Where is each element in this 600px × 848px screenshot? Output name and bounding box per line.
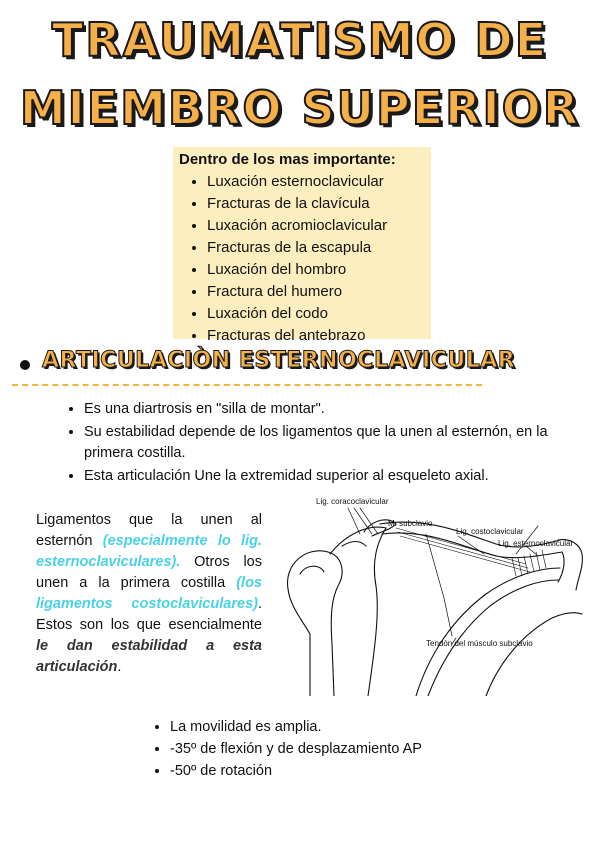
paragraph-text: Ligamentos que la unen al esternón — [36, 512, 262, 549]
ligaments-paragraph — [36, 510, 262, 678]
summary-heading: Dentro de los mas importante: — [179, 151, 396, 168]
list-item: • Es una diartrosis en "silla de montar". — [84, 399, 574, 420]
features-list — [62, 399, 574, 489]
section-title: ARTICULACIÒN ESTERNOCLAVICULAR — [42, 348, 516, 373]
list-item: • Luxación del hombro — [207, 259, 425, 281]
highlight-esternoclaviculares: (especialmente lo lig. esternoclaviculares). — [36, 533, 262, 570]
list-item: • Fractura del humero — [207, 281, 425, 303]
section-bullet — [20, 360, 30, 370]
highlight-costoclaviculares: (los ligamentos costoclaviculares) — [36, 575, 262, 612]
list-item: • Luxación del codo — [207, 303, 425, 325]
list-item: • -50º de rotación — [170, 760, 590, 782]
list-item: • Su estabilidad depende de los ligamentos que la unen al esternón, en la primera costilla. — [84, 422, 574, 464]
title-line-2: MIEMBRO SUPERIOR — [19, 81, 581, 135]
paragraph-text: Otros los unen a la primera costilla — [36, 554, 262, 591]
anatomy-illustration — [276, 494, 594, 696]
label-tendon: Tendón del músculo subclavio — [426, 639, 533, 648]
title-line-1: TRAUMATISMO DE — [51, 13, 549, 67]
list-item: • Fracturas de la clavícula — [207, 193, 425, 215]
list-item: • Fracturas del antebrazo — [207, 325, 425, 347]
mobility-list — [150, 716, 590, 782]
summary-box — [173, 147, 431, 344]
list-item: • Fracturas de la escapula — [207, 237, 425, 259]
paragraph-text: . Estos son los que esencialmente — [36, 596, 262, 633]
label-subclavio: M. subclavio — [388, 519, 433, 528]
list-item: • Luxación acromioclavicular — [207, 215, 425, 237]
label-costoclavicular: Lig. costoclavicular — [456, 527, 524, 536]
paragraph-text: . — [117, 659, 122, 675]
summary-list — [179, 171, 425, 347]
list-item: • La movilidad es amplia. — [170, 716, 590, 738]
list-item: • -35º de flexión y de desplazamiento AP — [170, 738, 590, 760]
list-item: • Esta articulación Une la extremidad superior al esqueleto axial. — [84, 466, 574, 487]
list-item: • Luxación esternoclavicular — [207, 171, 425, 193]
emphasis-stability: le dan estabilidad a esta articulación — [36, 638, 262, 675]
section-divider — [12, 384, 482, 386]
label-esternoclavicular: Lig. esternoclavicular — [498, 539, 574, 548]
label-coracoclavicular: Lig. coracoclavicular — [316, 497, 389, 506]
